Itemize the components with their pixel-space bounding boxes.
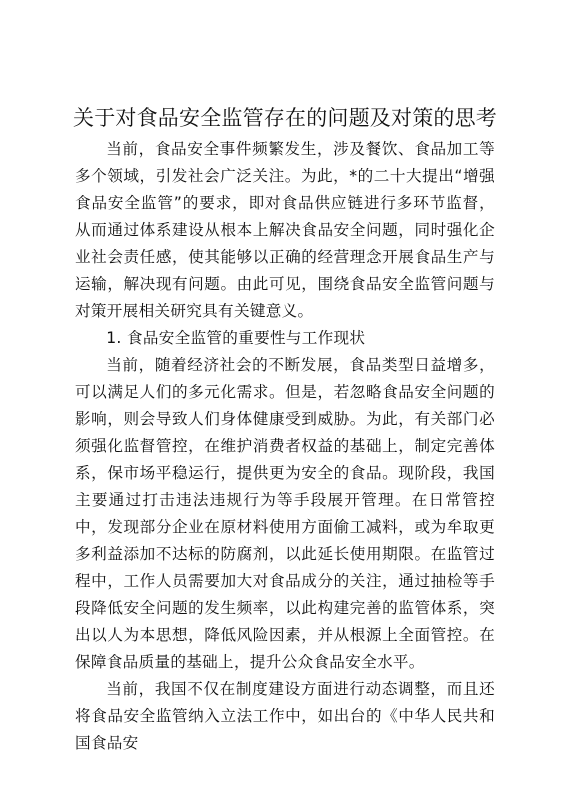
document-title: 关于对食品安全监管存在的问题及对策的思考 bbox=[73, 106, 497, 130]
section-paragraph-2: 当前，我国不仅在制度建设方面进行动态调整，而且还将食品安全监管纳入立法工作中，如出台的《中华人民共和国食品安 bbox=[75, 680, 495, 752]
section-heading: 1. 食品安全监管的重要性与工作现状 bbox=[106, 329, 366, 347]
document-body bbox=[75, 136, 495, 757]
section-paragraph-1: 当前，随着经济社会的不断发展，食品类型日益增多，可以满足人们的多元化需求。但是，若忽略食品安全问题的影响，则会导致人们身体健康受到威胁。为此，有关部门必须强化监督管控，在维护消费者权益的基础上，制定完善体系，保市场平稳运行，提供更为安全的食品。现阶段，我国主要通过打击违法违规行为等手段展开管理。在日常管控中，发现部分企业在原材料使用方面偷工减料，或为牟取更多利益添加不达标的防腐剂，以此延长使用期限。在监管过程中，工作人员需要加大对食品成分的关注，通过抽检等手段降低安全问题的发生频率，以此构建完善的监管体系，突出以人为本思想，降低风险因素，并从根源上全面管控。在保障食品质量的基础上，提升公众食品安全水平。 bbox=[75, 356, 495, 671]
intro-paragraph: 当前，食品安全事件频繁发生，涉及餐饮、食品加工等多个领域，引发社会广泛关注。为此，*的二十大提出“增强食品安全监管”的要求，即对食品供应链进行多环节监督，从而通过体系建设从根本上解决食品安全问题，同时强化企业社会责任感，使其能够以正确的经营理念开展食品生产与运输，解决现有问题。由此可见，围绕食品安全监管问题与对策开展相关研究具有关键意义。 bbox=[75, 140, 495, 320]
